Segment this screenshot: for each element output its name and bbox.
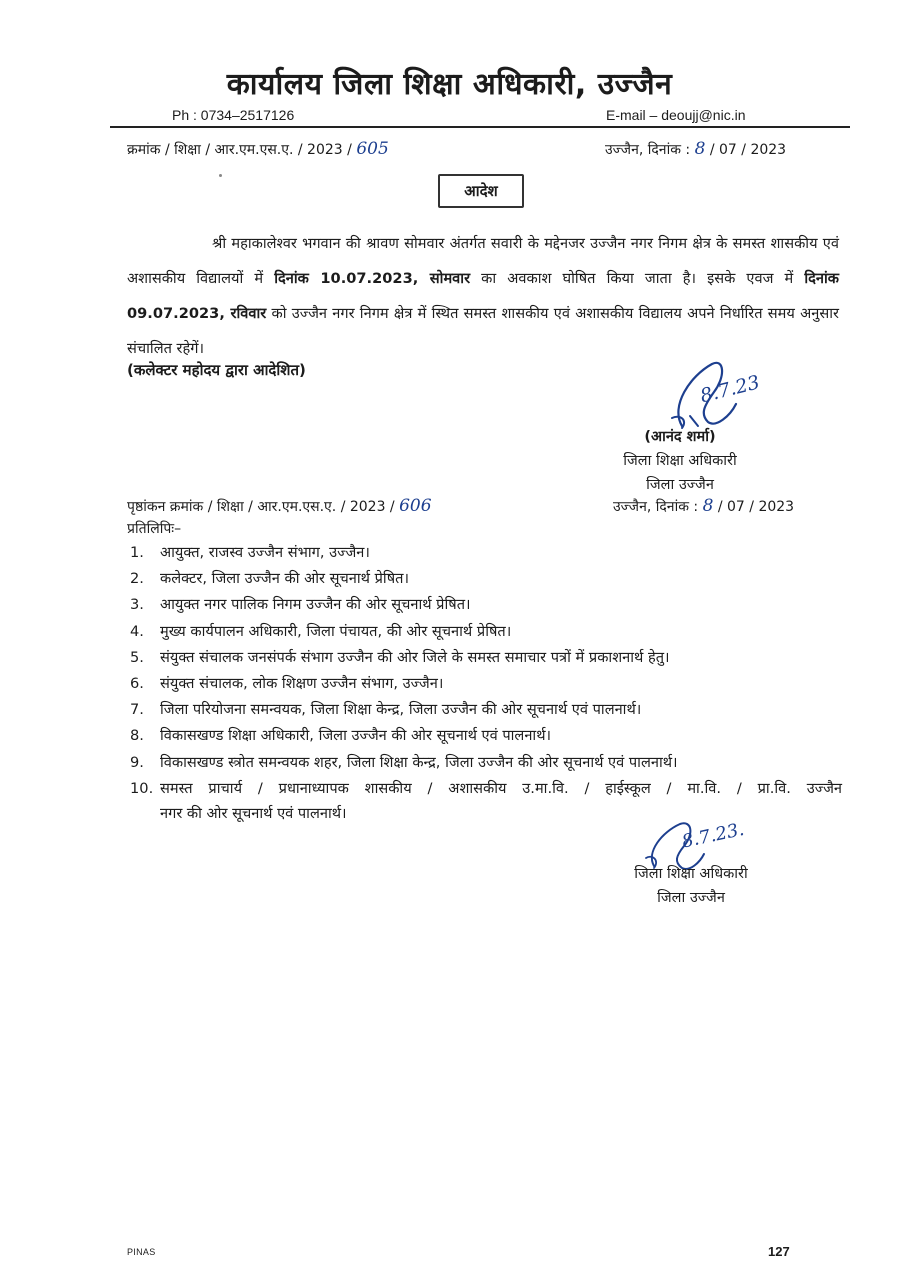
- list-item: [130, 540, 842, 566]
- order-heading: आदेश: [438, 174, 524, 208]
- item-number: 7.: [130, 701, 144, 719]
- signature-block: [600, 425, 760, 497]
- list-item: [130, 645, 842, 671]
- signatory-location: जिला उज्जैन: [646, 477, 714, 493]
- order-reference: [127, 139, 389, 159]
- item-number: 9.: [130, 753, 144, 771]
- scan-speck: [219, 174, 222, 177]
- item-number: 8.: [130, 727, 144, 745]
- order-text-part-1: श्री महाकालेश्वर भगवान की श्रावण सोमवार अंतर्गत सवारी के मद्देनजर उज्जैन नगर निगम क्षेत्र के समस्त शासकीय एवं अशासकीय विद्यालयों में: [127, 235, 839, 287]
- endorsement-reference: [127, 496, 432, 516]
- list-item: [130, 619, 842, 645]
- signatory-2-designation: जिला शिक्षा अधिकारी: [634, 866, 748, 882]
- order-date: [605, 139, 786, 159]
- order-text-part-2: का अवकाश घोषित किया जाता है। इसके एवज में: [481, 270, 794, 287]
- handwritten-day: 8: [694, 139, 706, 159]
- list-item: [130, 671, 842, 697]
- item-text: जिला परियोजना समन्वयक, जिला शिक्षा केन्द्र, जिला उज्जैन की ओर सूचनार्थ एवं पालनार्थ।: [160, 701, 642, 719]
- signature-block-2: [606, 862, 776, 910]
- item-text: आयुक्त, राजस्व उज्जैन संभाग, उज्जैन।: [160, 544, 370, 561]
- handwritten-endorsement-number: 606: [399, 496, 432, 516]
- date-prefix: उज्जैन, दिनांक :: [605, 142, 691, 158]
- email-address: E-mail – deoujj@nic.in: [606, 107, 746, 123]
- endorsement-date-suffix: / 07 / 2023: [717, 499, 795, 515]
- item-text: मुख्य कार्यपालन अधिकारी, जिला पंचायत, की ओर सूचनार्थ प्रेषित।: [160, 622, 512, 640]
- list-item: [130, 723, 842, 749]
- reference-prefix: क्रमांक / शिक्षा / आर.एम.एस.ए. / 2023 /: [127, 142, 352, 158]
- signature-2-handwritten-date: 8.7.23.: [680, 818, 746, 853]
- item-number: 10.: [130, 779, 154, 797]
- date-suffix: / 07 / 2023: [709, 142, 787, 158]
- holiday-date: दिनांक 10.07.2023, सोमवार: [274, 270, 471, 287]
- item-text: संयुक्त संचालक, लोक शिक्षण उज्जैन संभाग, उज्जैन।: [160, 675, 444, 693]
- endorsement-prefix: पृष्ठांकन क्रमांक / शिक्षा / आर.एम.एस.ए. / 2023 /: [127, 499, 395, 515]
- item-text: विकासखण्ड शिक्षा अधिकारी, जिला उज्जैन की ओर सूचनार्थ एवं पालनार्थ।: [160, 727, 552, 745]
- item-number: 6.: [130, 675, 144, 693]
- authority-note: (कलेक्टर महोदय द्वारा आदेशित): [127, 361, 306, 379]
- copy-to-heading: प्रतिलिपिः–: [127, 521, 182, 537]
- phone-number: Ph : 0734–2517126: [172, 107, 295, 123]
- signatory-2-location: जिला उज्जैन: [657, 890, 725, 906]
- handwritten-reference-number: 605: [356, 139, 389, 159]
- item-number: 4.: [130, 622, 144, 640]
- list-item: [130, 697, 842, 723]
- footer-scanner-label: PINAS: [127, 1247, 156, 1257]
- signatory-name: (आनंद शर्मा): [644, 429, 716, 445]
- list-item: [130, 592, 842, 618]
- item-number: 1.: [130, 544, 144, 561]
- order-body: [127, 226, 839, 366]
- working-day-date: दिनांक 09.07.2023, रविवार: [127, 270, 840, 322]
- list-item: [130, 566, 842, 592]
- item-number: 2.: [130, 570, 144, 588]
- item-text: संयुक्त संचालक जनसंपर्क संभाग उज्जैन की ओर जिले के समस्त समाचार पत्रों में प्रकाशनार्थ हेतु।: [160, 648, 670, 666]
- copy-recipient-list: [130, 540, 842, 802]
- page-number: 127: [768, 1244, 790, 1259]
- item-number: 5.: [130, 648, 144, 666]
- endorsement-date: [613, 496, 794, 516]
- office-title: कार्यालय जिला शिक्षा अधिकारी, उज्जैन: [226, 67, 673, 102]
- signatory-designation: जिला शिक्षा अधिकारी: [623, 453, 737, 469]
- handwritten-endorsement-day: 8: [702, 496, 714, 516]
- item-text: कलेक्टर, जिला उज्जैन की ओर सूचनार्थ प्रेषित।: [160, 570, 410, 588]
- item-text: समस्त प्राचार्य / प्रधानाध्यापक शासकीय / अशासकीय उ.मा.वि. / हाईस्कूल / मा.वि. / प्रा.वि. उज्जैन: [160, 779, 842, 797]
- order-text-part-3: को उज्जैन नगर निगम क्षेत्र में स्थित समस्त शासकीय एवं अशासकीय विद्यालय अपने निर्धारित समय अनुसार संचालित रहेगें।: [127, 305, 839, 357]
- list-item: [130, 776, 842, 802]
- item-text: आयुक्त नगर पालिक निगम उज्जैन की ओर सूचनार्थ प्रेषित।: [160, 596, 471, 614]
- signature-handwritten-date: 8.7.23: [698, 371, 762, 408]
- endorsement-date-prefix: उज्जैन, दिनांक :: [613, 499, 699, 515]
- item-10-continuation: नगर की ओर सूचनार्थ एवं पालनार्थ।: [160, 805, 347, 822]
- item-number: 3.: [130, 596, 144, 614]
- list-item: [130, 750, 842, 776]
- header-divider: [110, 126, 850, 128]
- item-text: विकासखण्ड स्त्रोत समन्वयक शहर, जिला शिक्षा केन्द्र, जिला उज्जैन की ओर सूचनार्थ एवं पालनार्थ।: [160, 753, 678, 771]
